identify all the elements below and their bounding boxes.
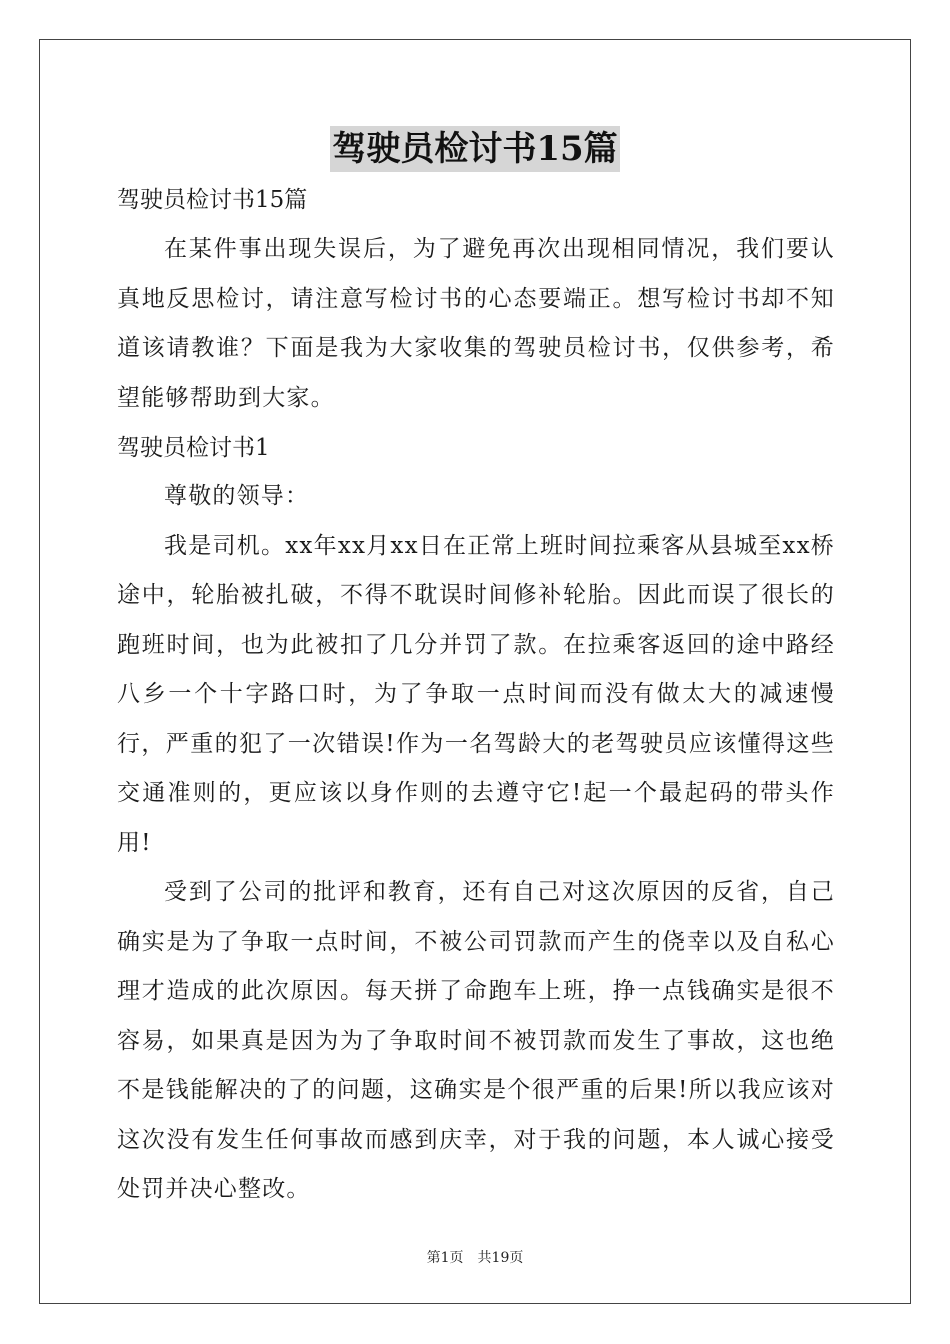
document-title: 驾驶员检讨书15篇 [330,126,619,172]
page-footer: 第1页 共19页 [426,1250,524,1266]
subtitle: 驾驶员检讨书15篇 [117,187,308,213]
salutation: 尊敬的领导： [164,483,310,509]
document-body [117,176,835,1215]
title-container [0,126,950,172]
body-paragraph-1: 我是司机。xx年xx月xx日在正常上班时间拉乘客从县城至xx桥途中，轮胎被扎破，不得不耽误时间修补轮胎。因此而误了很长的跑班时间，也为此被扣了几分并罚了款。在拉乘客返回的途中路经八乡一个十字路口时，为了争取一点时间而没有做太大的减速慢行，严重的犯了一次错误!作为一名驾龄大的老驾驶员应该懂得这些交通准则的，更应该以身作则的去遵守它!起一个最起码的带头作用! [117,532,835,856]
intro-paragraph: 在某件事出现失误后，为了避免再次出现相同情况，我们要认真地反思检讨，请注意写检讨书的心态要端正。想写检讨书却不知道该请教谁？下面是我为大家收集的驾驶员检讨书，仅供参考，希望能够帮助到大家。 [117,236,835,411]
body-paragraph-2: 受到了公司的批评和教育，还有自己对这次原因的反省，自己确实是为了争取一点时间，不被公司罚款而产生的侥幸以及自私心理才造成的此次原因。每天拼了命跑车上班，挣一点钱确实是很不容易，如果真是因为为了争取时间不被罚款而发生了事故，这也绝不是钱能解决的了的问题，这确实是个很严重的后果!所以我应该对这次没有发生任何事故而感到庆幸，对于我的问题，本人诚心接受处罚并决心整改。 [117,879,835,1202]
section-heading: 驾驶员检讨书1 [117,435,270,461]
